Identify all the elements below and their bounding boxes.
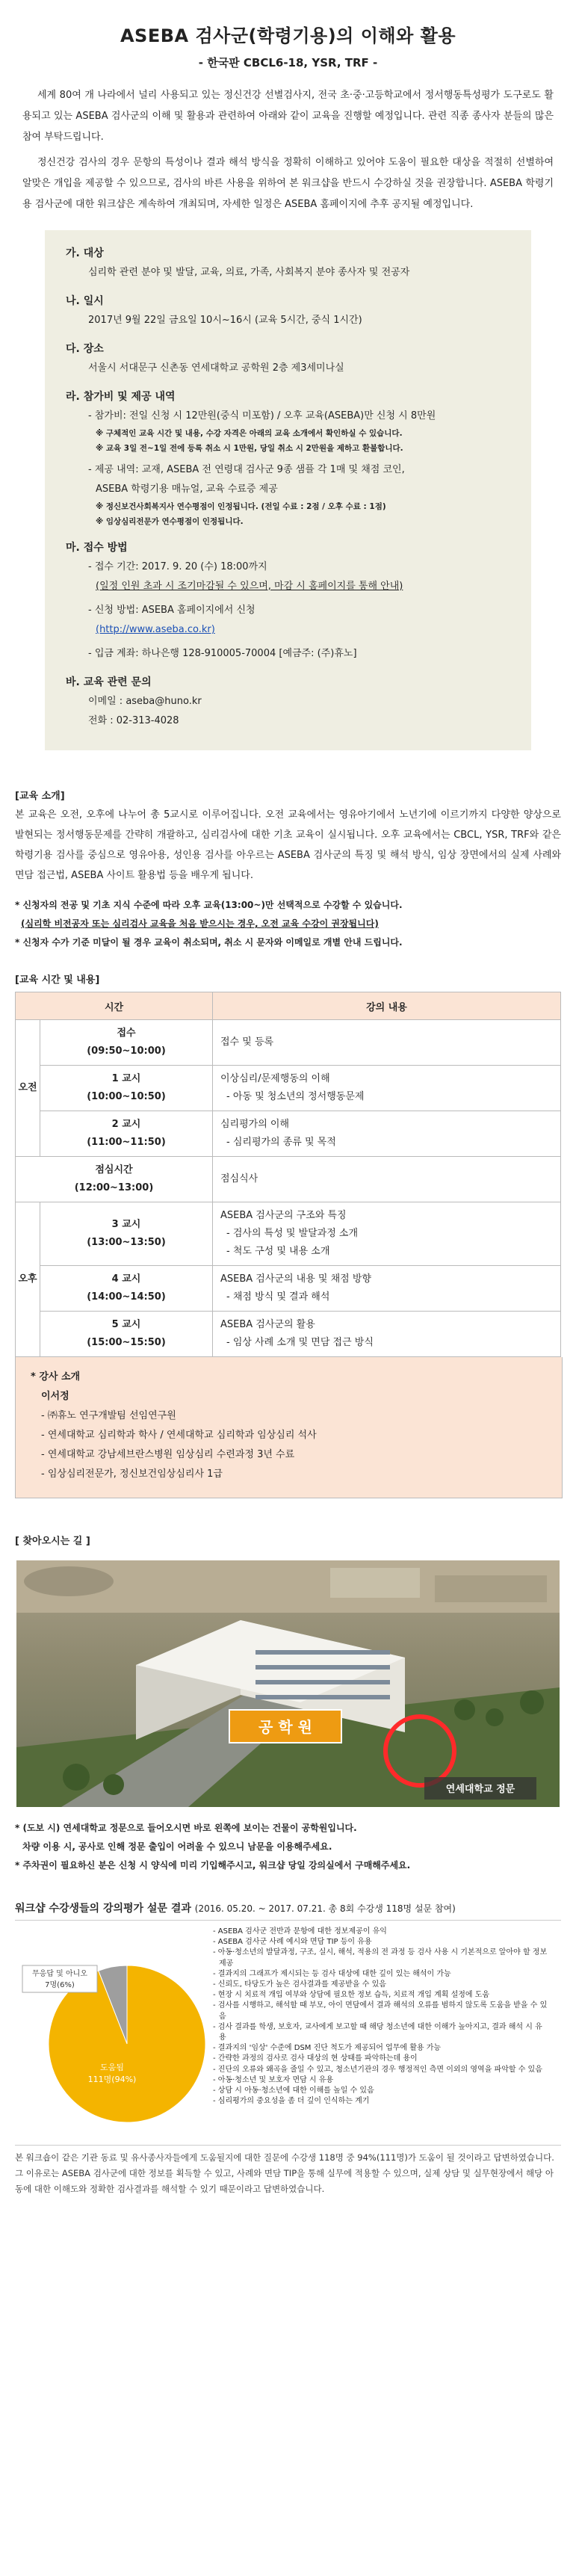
fee-text: - 참가비: 전일 신청 시 12만원(중식 미포함) / 오후 교육(ASEBA)만 신청 시 8만원: [88, 410, 436, 421]
list-item: - 검사 결과를 학생, 보호자, 교사에게 보고할 때 해당 청소년에 대한 이해가 높아지고, 결과 해석 시 유용: [213, 2022, 542, 2042]
content-line: 점심식사: [220, 1173, 258, 1184]
content-line: ASEBA 검사군의 내용 및 채점 방향: [220, 1273, 371, 1285]
content-line: ASEBA 검사군의 구조와 특징: [220, 1210, 347, 1221]
survey-footnote: 본 워크숍이 같은 기관 동료 및 유사종사자들에게 도움될지에 대한 질문에 수강생 118명 중 94%(111명)가 도움이 될 것이라고 답변하였습니다. 그 이유로는 ASEBA 검사군에 대한 정보를 획득할 수 있고, 사례와 면담 TIP을 통해 실무에 적용할 수 있으며, 실제 상담 및 실무현장에서 해당 아동에 대한 이해도와 정확한 검사결과를 해석할 수 있기 때문이라고 답변하였습니다.: [15, 2152, 554, 2194]
directions-label: [ 찾아오시는 길 ]: [15, 1536, 90, 1547]
table-row: [16, 1157, 561, 1202]
contact-email[interactable]: 이메일 : aseba@huno.kr: [88, 696, 202, 707]
instructor-career-1: - ㈜휴노 연구개발팀 선임연구원: [41, 1410, 176, 1421]
campus-map-image: [16, 1560, 560, 1807]
content-line: - 채점 방식 및 결과 해석: [226, 1291, 330, 1303]
apply-period-note: (일정 인원 초과 시 조기마감될 수 있으며, 마감 시 홈페이지를 통해 안내): [96, 581, 403, 592]
period-name: 5 교시: [111, 1319, 141, 1330]
target-heading: 가. 대상: [66, 247, 104, 259]
content-cell: [213, 1266, 561, 1312]
content-cell: [213, 1312, 561, 1357]
slice-yes-value: 111명(94%): [87, 2075, 137, 2084]
apply-section: [88, 557, 510, 664]
edu-note-3: * 신청자 수가 기준 미달이 될 경우 교육이 취소되며, 취소 시 문자와 이메일로 개별 안내 드립니다.: [15, 937, 403, 948]
col-content: 강의 내용: [213, 992, 561, 1020]
contact-heading: 바. 교육 관련 문의: [66, 676, 152, 688]
edu-note-2: (심리학 비전공자 또는 심리검사 교육을 처음 받으시는 경우, 오전 교육 수강이 권장됩니다): [21, 918, 379, 929]
provided-text-2: ASEBA 학령기용 매뉴얼, 교육 수료증 제공: [96, 484, 278, 495]
list-item: - 아동·청소년 및 보호자 면담 시 유용: [213, 2075, 334, 2084]
period-time: (13:00~13:50): [87, 1237, 166, 1248]
list-item: - 결과지의 '임상' 수준에 DSM 진단 척도가 제공되어 업무에 활용 가능: [213, 2044, 442, 2053]
date-text: 2017년 9월 22일 금요일 10시~16시 (교육 5시간, 중식 1시간): [88, 315, 362, 326]
list-item: - 검사를 시행하고, 해석할 때 부모, 아이 면담에서 결과 해석의 오류를 범하지 않도록 도움을 받을 수 있음: [213, 2001, 548, 2021]
period-time: (14:00~14:50): [87, 1291, 166, 1303]
instructor-name: 이서정: [41, 1391, 69, 1402]
period-time: (11:00~11:50): [87, 1137, 166, 1148]
table-row: [16, 1111, 561, 1157]
slice-yes-label: 도움됨: [100, 2063, 124, 2072]
time-cell: [40, 1066, 213, 1111]
building-label: 공 학 원: [258, 1718, 312, 1736]
place-heading: 다. 장소: [66, 343, 104, 355]
content-cell: [213, 1066, 561, 1111]
content-cell: [213, 1202, 561, 1266]
homepage-link[interactable]: (http://www.aseba.co.kr): [96, 624, 215, 635]
directions-note-1: * (도보 시) 연세대학교 정문으로 들어오시면 바로 왼쪽에 보이는 건물이 공학원입니다.: [15, 1823, 357, 1833]
period-name: 점심시간: [95, 1164, 133, 1176]
edu-text: 본 교육은 오전, 오후에 나누어 총 5교시로 이루어집니다. 오전 교육에서는 영유아기에서 노년기에 이르기까지 다양한 양상으로 발현되는 정서행동문제를 간략히 개괄하고, 심리검사에 대한 기초 교육이 실시됩니다. 오후 교육에서는 CBCL, YSR, TRF와 같은 학령기용 검사를 중심으로 영유아용, 성인용 검사를 아우르는 ASEBA 검사군의 특징 및 해석 방식, 임상 장면에서의 실제 사례와 면담 접근법, ASEBA 사이트 활용법 등을 배우게 됩니다.: [15, 809, 561, 881]
table-row: [16, 1020, 561, 1066]
time-cell: [40, 1111, 213, 1157]
date-heading: 나. 일시: [66, 295, 104, 307]
bank-account: - 입금 계좌: 하나은행 128-910005-70004 [예금주: (주)휴노]: [88, 648, 357, 659]
edu-label: [교육 소개]: [15, 791, 65, 802]
directions-notes: [15, 1819, 561, 1875]
table-row: [16, 1312, 561, 1357]
credit-note-1: ※ 정신보건사회복지사 연수평점이 인정됩니다. (전일 수료 : 2점 / 오후 수료 : 1점): [96, 502, 386, 511]
period-time: (09:50~10:00): [87, 1045, 166, 1057]
content-line: 이상심리/문제행동의 이해: [220, 1073, 330, 1084]
period-time: (15:00~15:50): [87, 1337, 166, 1348]
fee-heading: 라. 참가비 및 제공 내역: [66, 391, 176, 403]
table-row: [16, 1266, 561, 1312]
fee-section: [88, 407, 510, 529]
intro-paragraph-1: 세계 80여 개 나라에서 널리 사용되고 있는 정신건강 선별검사지, 전국 초·중·고등학교에서 정서행동특성평가 도구로도 활용되고 있는 ASEBA 검사군의 이해 및 활용과 관련하여 아래와 같이 교육을 진행할 예정입니다. 관련 직종 종사자 분들의 많은 참여 부탁드립니다.: [22, 90, 554, 143]
apply-method: - 신청 방법: ASEBA 홈페이지에서 신청: [88, 605, 256, 616]
instructor-box: [15, 1357, 563, 1498]
legend-no-value: 7명(6%): [45, 1981, 75, 1989]
legend-no-label: 무응답 및 아니오: [32, 1970, 87, 1978]
content-cell: [213, 1157, 561, 1202]
instructor-career-4: - 임상심리전문가, 정신보건임상심리사 1급: [41, 1468, 223, 1480]
survey-pie-chart: [15, 1921, 213, 2145]
col-time: 시간: [16, 992, 213, 1020]
time-cell: [40, 1202, 213, 1266]
target-text: 심리학 관련 분야 및 발달, 교육, 의료, 가족, 사회복지 분야 종사자 및 전공자: [88, 267, 410, 278]
pm-label: 오후: [16, 1202, 40, 1357]
page-title: ASEBA 검사군(학령기용)의 이해와 활용: [120, 25, 456, 46]
time-cell: [40, 1020, 213, 1066]
time-cell: [40, 1312, 213, 1357]
info-box: [45, 230, 531, 750]
content-line: - 척도 구성 및 내용 소개: [226, 1246, 330, 1257]
main-gate-label: 연세대학교 정문: [445, 1784, 515, 1795]
intro-paragraph-2: 정신건강 검사의 경우 문항의 특성이나 결과 해석 방식을 정확히 이해하고 있어야 도움이 필요한 대상을 적절히 선별하여 알맞은 개입을 제공할 수 있으므로, 검사의 바른 사용을 위하여 본 워크샵을 반드시 수강하실 것을 권장합니다. ASEBA 학령기용 검사군에 대한 워크샵은 계속하여 개최되며, 자세한 일정은 ASEBA 홈페이지에 추후 공지될 예정입니다.: [22, 157, 554, 210]
period-name: 1 교시: [111, 1073, 141, 1084]
list-item: - ASEBA 검사군 사례 예시와 면담 TIP 등이 유용: [213, 1938, 372, 1947]
schedule-label: [교육 시간 및 내용]: [15, 975, 100, 986]
survey-meta: (2016. 05.20. ~ 2017. 07.21. 총 8회 수강생 118명 설문 참여): [194, 1903, 456, 1914]
period-name: 2 교시: [111, 1119, 141, 1130]
apply-period: - 접수 기간: 2017. 9. 20 (수) 18:00까지: [88, 561, 267, 572]
content-cell: [213, 1111, 561, 1157]
survey-title: [15, 1900, 561, 1915]
table-row: [16, 1066, 561, 1111]
directions-note-3: * 주차권이 필요하신 분은 신청 시 양식에 미리 기입해주시고, 워크샵 당일 강의실에서 구매해주세요.: [15, 1860, 411, 1871]
time-cell: [16, 1157, 213, 1202]
instructor-career-2: - 연세대학교 심리학과 학사 / 연세대학교 심리학과 임상심리 석사: [41, 1430, 317, 1441]
list-item: - 아동·청소년의 발달과정, 구조, 실시, 해석, 적용의 전 과정 등 검사 사용 시 기본적으로 알아야 할 정보제공: [213, 1948, 548, 1968]
list-item: - ASEBA 검사군 전반과 문항에 대한 정보제공이 유익: [213, 1927, 387, 1936]
survey-box: [15, 1920, 561, 2146]
content-line: - 아동 및 청소년의 정서행동문제: [226, 1091, 365, 1102]
schedule-header: [16, 992, 561, 1020]
survey-heading: 워크샵 수강생들의 강의평가 설문 결과: [15, 1903, 191, 1915]
content-line: - 심리평가의 종류 및 목적: [226, 1137, 336, 1148]
time-cell: [40, 1266, 213, 1312]
period-name: 3 교시: [111, 1219, 141, 1230]
content-cell: [213, 1020, 561, 1066]
instructor-heading: * 강사 소개: [31, 1371, 81, 1383]
campus-illustration: [16, 1560, 560, 1807]
list-item: - 상담 시 아동·청소년에 대한 이해를 높일 수 있음: [213, 2087, 374, 2095]
edu-note-1: * 신청자의 전공 및 기초 지식 수준에 따라 오후 교육(13:00~)만 선택적으로 수강할 수 있습니다.: [15, 900, 403, 910]
content-line: 심리평가의 이해: [220, 1119, 290, 1130]
period-name: 접수: [117, 1028, 136, 1039]
contact-section: [88, 692, 510, 731]
provided-text: - 제공 내역: 교재, ASEBA 전 연령대 검사군 9종 샘플 각 1매 및 채점 코인,: [88, 464, 405, 475]
content-line: ASEBA 검사군의 활용: [220, 1319, 315, 1330]
schedule-table: [15, 992, 561, 1357]
directions-note-2: 차량 이용 시, 공사로 인해 정문 출입이 어려울 수 있으니 남문을 이용해주세요.: [22, 1841, 332, 1852]
fee-note-2: ※ 교육 3일 전~1일 전에 등록 취소 시 1만원, 당일 취소 시 2만원을 제하고 환불합니다.: [96, 444, 403, 453]
period-name: 4 교시: [111, 1273, 141, 1285]
fee-note-1: ※ 구체적인 교육 시간 및 내용, 수강 자격은 아래의 교육 소개에서 확인하실 수 있습니다.: [96, 429, 403, 438]
list-item: - 심리평가의 중요성을 좀 더 깊이 인식하는 계기: [213, 2097, 370, 2106]
intro-section: [0, 70, 576, 215]
list-item: - 신뢰도, 타당도가 높은 검사결과를 제공받을 수 있음: [213, 1980, 386, 1989]
credit-note-2: ※ 임상심리전문가 연수평점이 인정됩니다.: [96, 517, 244, 526]
contact-phone: 전화 : 02-313-4028: [88, 715, 179, 726]
list-item: - 현장 시 치료적 개입 여부와 상담에 필요한 정보 습득, 치료적 개입 계획 설정에 도움: [213, 1991, 490, 2000]
edu-notes: [15, 896, 561, 952]
content-line: - 임상 사례 소개 및 면담 접근 방식: [226, 1337, 374, 1348]
table-row: [16, 1202, 561, 1266]
list-item: - 결과지의 그래프가 제시되는 등 검사 대상에 대한 깊이 있는 해석이 가능: [213, 1969, 451, 1978]
instructor-career-3: - 연세대학교 강남세브란스병원 임상심리 수련과정 3년 수료: [41, 1449, 295, 1460]
survey-reason-list: [213, 1927, 549, 2107]
content-line: - 검사의 특성 및 발달과정 소개: [226, 1228, 359, 1239]
apply-heading: 마. 접수 방법: [66, 542, 128, 554]
am-label: 오전: [16, 1020, 40, 1157]
page-subtitle: - 한국판 CBCL6-18, YSR, TRF -: [198, 56, 378, 70]
list-item: - 간략한 과정의 검사로 검사 대상의 현 상태를 파악하는데 용이: [213, 2054, 418, 2063]
period-time: (10:00~10:50): [87, 1091, 166, 1102]
period-time: (12:00~13:00): [74, 1182, 154, 1193]
content-line: 접수 및 등록: [220, 1037, 274, 1048]
list-item: - 진단의 오류와 왜곡을 줄일 수 있고, 청소년기관의 경우 행정적인 측면 이외의 영역을 파악할 수 있음: [213, 2065, 542, 2074]
place-text: 서울시 서대문구 신촌동 연세대학교 공학원 2층 제3세미나실: [88, 362, 344, 374]
